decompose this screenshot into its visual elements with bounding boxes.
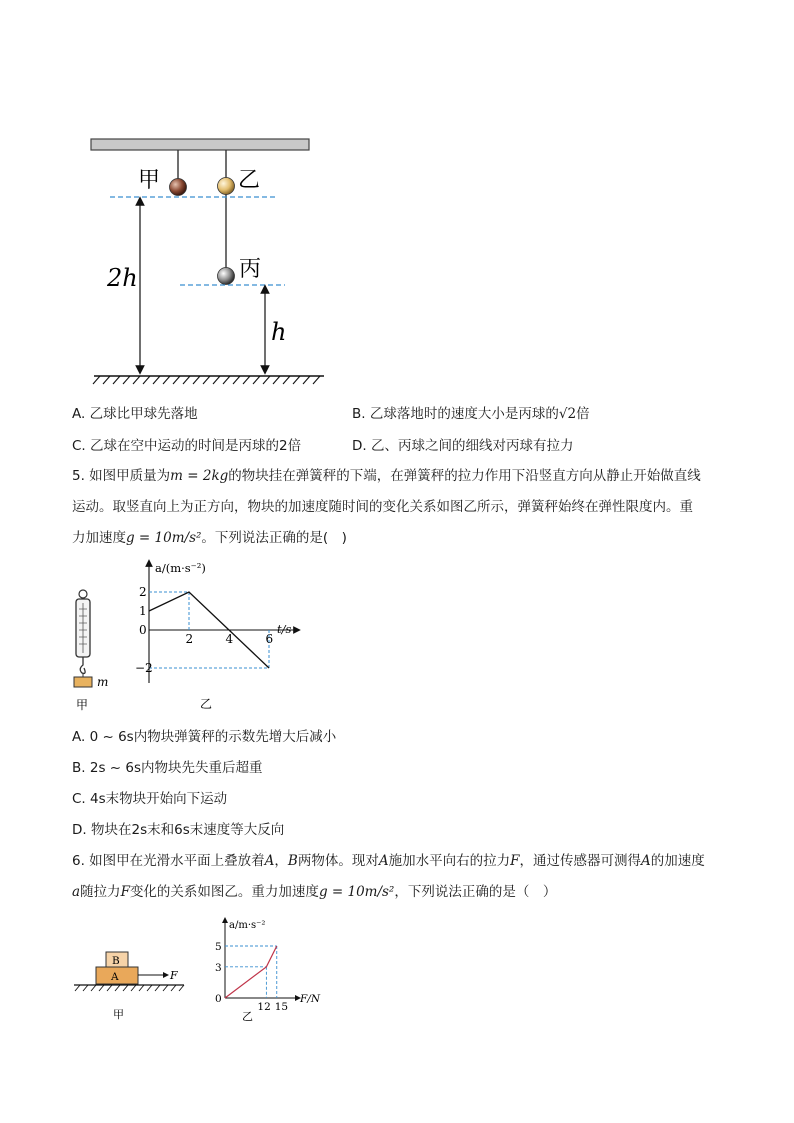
q5-spring-scale-figure: [66, 585, 126, 715]
option-letter: C.: [72, 438, 86, 454]
option-letter: B.: [352, 406, 366, 422]
ball-jia: [170, 179, 187, 196]
force-label: F: [170, 969, 178, 982]
q4-pendulum-figure: [80, 130, 340, 390]
option-letter: C.: [72, 791, 86, 807]
stem-math: F: [120, 884, 130, 900]
label-bing: 丙: [239, 257, 262, 282]
stem-math: m = 2kg: [170, 468, 229, 484]
stem-math: A: [640, 853, 651, 869]
caption-yi: 乙: [200, 697, 213, 711]
stem-text: 施加水平向右的拉力: [388, 853, 511, 869]
option-letter: A.: [72, 729, 86, 745]
option-text: 乙球落地时的速度大小是丙球的: [369, 406, 559, 422]
x-tick-label: 6: [265, 632, 274, 646]
y-tick-label: 3: [215, 961, 222, 974]
block-b-label: B: [112, 955, 120, 967]
mass-block: [74, 677, 92, 687]
stem-text: 的加速度: [650, 853, 705, 869]
label-2h: 2h: [107, 264, 138, 292]
stem-text: 变化的关系如图乙。重力加速度: [129, 884, 319, 900]
q5-option-d: [72, 820, 284, 840]
scale-hook: [80, 657, 85, 673]
stem-math: A: [378, 853, 389, 869]
q6-blocks-figure: [70, 945, 195, 1025]
q4-option-d: [352, 436, 573, 456]
stem-text: 5. 如图甲质量为: [72, 468, 171, 484]
y-axis-label: a/m·s⁻²: [229, 920, 266, 931]
stem-text: ，通过传感器可测得: [519, 853, 641, 869]
stem-text: 6. 如图甲在光滑水平面上叠放着: [72, 853, 265, 869]
option-letter: D.: [72, 822, 87, 838]
label-jia: 甲: [138, 168, 161, 193]
option-text: 乙球在空中运动的时间是丙球的2倍: [90, 438, 302, 454]
ground-hatching: [93, 376, 320, 384]
label-h: h: [271, 318, 287, 346]
option-text: 4s末物块开始向下运动: [90, 791, 228, 807]
y-tick-label: 0: [215, 993, 222, 1005]
y-tick-label: 5: [215, 941, 222, 953]
x-tick-label: 2: [185, 632, 194, 646]
stem-math: A: [264, 853, 275, 869]
option-text: 2s ~ 6s内物块先失重后超重: [89, 760, 263, 776]
q5-option-a: [72, 727, 336, 747]
sqrt-symbol: √2: [558, 406, 577, 422]
q4-option-a: [72, 404, 198, 424]
q5-stem-line-1: [72, 466, 701, 486]
stem-math: g = 10m/s²: [126, 530, 202, 546]
x-axis-label: t/s: [277, 622, 292, 636]
stem-text: 力加速度: [72, 530, 126, 546]
option-text: 物块在2s末和6s末速度等大反向: [90, 822, 285, 838]
q5-stem-line-2: 运动。取竖直向上为正方向，物块的加速度随时间的变化关系如图乙所示，弹簧秤始终在弹性限度内。重: [72, 499, 693, 515]
ball-bing: [218, 268, 235, 285]
q5-stem-line-3: [72, 528, 347, 548]
x-tick-label: 15: [274, 1001, 289, 1013]
q4-option-c: [72, 436, 301, 456]
option-text: 乙、丙球之间的细线对丙球有拉力: [370, 438, 574, 454]
q6-aF-graph: [205, 912, 345, 1024]
scale-ring: [79, 590, 87, 598]
series-line: [225, 946, 277, 998]
caption-jia: 甲: [76, 698, 89, 712]
q5-at-graph: [135, 558, 310, 718]
caption-jia: 甲: [113, 1008, 124, 1021]
stem-text: 两物体。现对: [297, 853, 379, 869]
q6-stem-line-1: [72, 851, 705, 871]
stem-text: 。下列说法正确的是( ): [201, 530, 347, 546]
x-tick-label: 4: [225, 632, 234, 646]
stem-math: a: [72, 884, 81, 900]
stem-text: 的物块挂在弹簧秤的下端，在弹簧秤的拉力作用下沿竖直方向从静止开始做直线: [228, 468, 701, 484]
stem-text: 随拉力: [80, 884, 121, 900]
stem-math: F: [510, 853, 520, 869]
option-letter: D.: [352, 438, 367, 454]
option-text: 乙球比甲球先落地: [89, 406, 198, 422]
option-letter: A.: [72, 406, 86, 422]
stem-text: ，下列说法正确的是（ ）: [394, 884, 557, 900]
option-text-tail: 倍: [576, 406, 590, 422]
label-yi: 乙: [238, 168, 261, 193]
caption-yi: 乙: [242, 1010, 253, 1023]
y-tick-label: −2: [135, 661, 153, 675]
ground-hatching: [75, 985, 184, 991]
q5-option-c: [72, 789, 227, 809]
q4-option-b: [352, 404, 590, 424]
mass-label: m: [97, 675, 109, 689]
stem-text: ，: [274, 853, 288, 869]
q5-option-b: [72, 758, 263, 778]
y-tick-label: 1: [139, 604, 147, 618]
x-tick-label: 12: [257, 1001, 271, 1013]
x-axis-label: F/N: [300, 993, 321, 1005]
option-letter: B.: [72, 760, 86, 776]
block-a-label: A: [111, 971, 119, 983]
q6-stem-line-2: [72, 882, 556, 902]
ball-yi: [218, 178, 235, 195]
stem-math: g = 10m/s²: [318, 884, 395, 900]
stem-math: B: [287, 853, 298, 869]
y-axis-label: a/(m·s⁻²): [155, 561, 206, 575]
ceiling-bar: [91, 139, 309, 150]
option-text: 0 ~ 6s内物块弹簧秤的示数先增大后减小: [89, 729, 337, 745]
y-tick-label: 2: [139, 585, 147, 599]
y-tick-label: 0: [139, 623, 147, 637]
